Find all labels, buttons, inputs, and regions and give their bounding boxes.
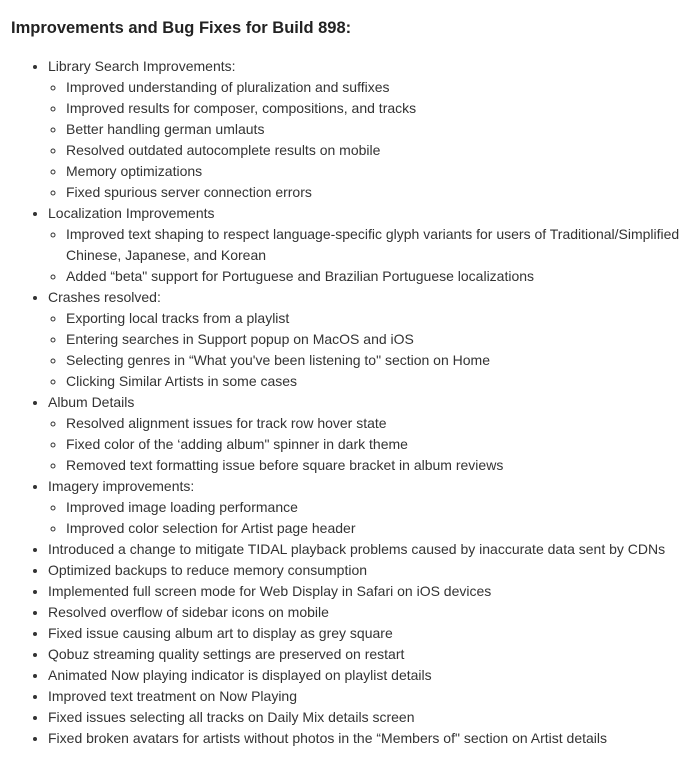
list-item [48, 560, 680, 581]
release-notes-sublist [48, 413, 680, 476]
list-item-text: Improved text shaping to respect language-specific glyph variants for users of Traditional/Simplified Chinese, Japanese, and Korean [66, 226, 680, 263]
list-item-text: Fixed issue causing album art to display as grey square [48, 625, 393, 641]
release-notes-sublist [48, 77, 680, 203]
list-item-text: Selecting genres in “What you've been listening to" section on Home [66, 352, 490, 368]
list-item [48, 728, 680, 749]
list-item-text: Improved text treatment on Now Playing [48, 688, 298, 704]
list-item [48, 602, 680, 623]
list-item [66, 497, 680, 518]
list-item-text: Resolved overflow of sidebar icons on mobile [48, 604, 329, 620]
list-item-text: Resolved outdated autocomplete results on mobile [66, 142, 381, 158]
release-notes [11, 56, 680, 749]
list-item-text: Improved results for composer, compositions, and tracks [66, 100, 417, 116]
list-item [48, 623, 680, 644]
release-notes-sublist [48, 224, 680, 287]
list-item [66, 98, 680, 119]
list-item-text: Clicking Similar Artists in some cases [66, 373, 298, 389]
list-item [66, 266, 680, 287]
list-item [66, 77, 680, 98]
list-item-text: Removed text formatting issue before square bracket in album reviews [66, 457, 504, 473]
list-item [66, 518, 680, 539]
list-item-text: Improved understanding of pluralization and suffixes [66, 79, 390, 95]
list-item [48, 686, 680, 707]
list-item-text: Better handling german umlauts [66, 121, 265, 137]
list-item-text: Resolved alignment issues for track row hover state [66, 415, 387, 431]
list-item-text: Imagery improvements: [48, 478, 195, 494]
list-item-text: Optimized backups to reduce memory consumption [48, 562, 368, 578]
list-item [66, 434, 680, 455]
list-item-text: Album Details [48, 394, 135, 410]
release-notes-sublist [48, 497, 680, 539]
list-item [66, 182, 680, 203]
list-item-text: Animated Now playing indicator is displayed on playlist details [48, 667, 432, 683]
list-item-text: Entering searches in Support popup on MacOS and iOS [66, 331, 414, 347]
list-item-text: Fixed issues selecting all tracks on Daily Mix details screen [48, 709, 415, 725]
list-item-text: Added “beta" support for Portuguese and Brazilian Portuguese localizations [66, 268, 535, 284]
list-item-text: Introduced a change to mitigate TIDAL playback problems caused by inaccurate data sent by CDNs [48, 541, 666, 557]
page-title: Improvements and Bug Fixes for Build 898: [11, 19, 352, 37]
list-item-text: Crashes resolved: [48, 289, 161, 305]
list-item-text: Improved image loading performance [66, 499, 298, 515]
list-item [48, 287, 680, 392]
list-item [48, 644, 680, 665]
list-item [66, 329, 680, 350]
list-item-text: Fixed broken avatars for artists without photos in the “Members of" section on Artist details [48, 730, 608, 746]
list-item [66, 371, 680, 392]
list-item-text: Implemented full screen mode for Web Display in Safari on iOS devices [48, 583, 492, 599]
list-item-text: Localization Improvements [48, 205, 215, 221]
list-item [48, 707, 680, 728]
list-item [66, 140, 680, 161]
list-item [48, 476, 680, 539]
list-item [66, 455, 680, 476]
list-item [66, 308, 680, 329]
list-item-text: Qobuz streaming quality settings are preserved on restart [48, 646, 405, 662]
list-item [66, 350, 680, 371]
list-item-text: Improved color selection for Artist page header [66, 520, 356, 536]
list-item-text: Memory optimizations [66, 163, 203, 179]
list-item-text: Fixed spurious server connection errors [66, 184, 312, 200]
release-notes-list [11, 56, 680, 749]
list-item [48, 665, 680, 686]
list-item [48, 203, 680, 287]
list-item [48, 56, 680, 203]
list-item [48, 392, 680, 476]
list-item-text: Library Search Improvements: [48, 58, 236, 74]
list-item [66, 119, 680, 140]
list-item-text: Fixed color of the ‘adding album" spinner in dark theme [66, 436, 408, 452]
release-notes-sublist [48, 308, 680, 392]
list-item-text: Exporting local tracks from a playlist [66, 310, 290, 326]
list-item [48, 539, 680, 560]
list-item [66, 161, 680, 182]
list-item [66, 413, 680, 434]
list-item [66, 224, 680, 266]
list-item [48, 581, 680, 602]
